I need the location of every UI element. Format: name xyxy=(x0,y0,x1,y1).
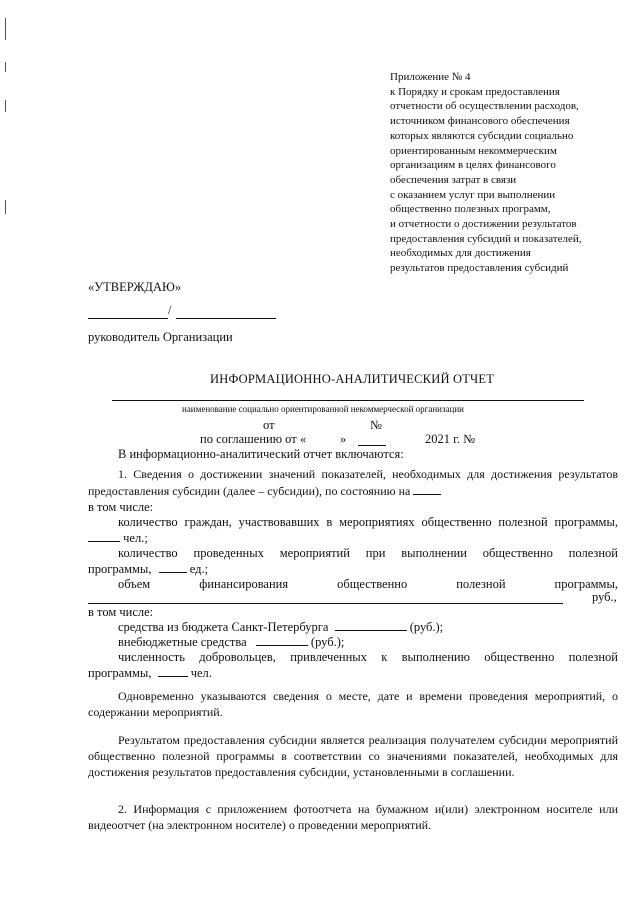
annex-line: к Порядку и срокам предоставления xyxy=(390,85,560,98)
agreement-quote-close: » xyxy=(340,432,347,446)
volunteers-blank xyxy=(158,676,188,677)
events-blank xyxy=(159,572,187,573)
annex-line: отчетности об осуществлении расходов, xyxy=(390,100,579,113)
annex-line: обеспечения затрат в связи xyxy=(390,173,517,186)
date-blank xyxy=(413,494,441,495)
report-title: ИНФОРМАЦИОННО-АНАЛИТИЧЕСКИЙ ОТЧЕТ xyxy=(210,372,495,386)
participants-cont: чел.; xyxy=(88,531,148,546)
section2-paragraph: 2. Информация с приложением фотоотчета на бумажном и(или) электронном носителе или видеоотчет (на электронном носителе) о проведении мероприятий. xyxy=(88,802,618,832)
extra-blank xyxy=(256,645,308,646)
including-label-2: в том числе: xyxy=(88,605,154,619)
annex-line: результатов предоставления субсидий xyxy=(390,262,569,275)
annex-line: с оказанием услуг при выполнении xyxy=(390,188,556,201)
volume-blank xyxy=(88,603,563,604)
includes-line: В информационно-аналитический отчет включаются: xyxy=(118,447,404,461)
volume-word: полезной xyxy=(456,577,506,591)
agreement-month-blank xyxy=(358,445,386,446)
budget-line: средства из бюджета Санкт-Петербурга (руб.); xyxy=(118,620,444,634)
events-line: количество проведенных мероприятий при выполнении общественно полезной xyxy=(118,546,618,560)
signature-line-left xyxy=(88,318,168,319)
participants-blank xyxy=(88,541,120,542)
extra-line: внебюджетные средства (руб.); xyxy=(118,635,345,649)
simultaneous-paragraph: Одновременно указываются сведения о месте, дате и времени проведения мероприятий, о содержании мероприятий. xyxy=(88,689,618,719)
scan-edge-mark xyxy=(5,18,6,40)
volume-unit: руб., xyxy=(592,590,617,604)
signature-line-right xyxy=(176,318,276,319)
volume-word: программы, xyxy=(554,577,618,591)
result-paragraph: Результатом предоставления субсидии является реализация получателем субсидии мероприятий общественно полезной программы в соответствии со значениями показателей, необходимых для достижения результатов предоставления субсидии, установленными в соглашении. xyxy=(88,733,618,779)
scan-edge-mark xyxy=(5,62,6,72)
including-label-1: в том числе: xyxy=(88,500,154,514)
signature-separator: / xyxy=(168,303,172,317)
volume-word: объем xyxy=(118,577,151,591)
annex-block xyxy=(390,70,582,276)
volunteers-line: численность добровольцев, привлеченных к выполнению общественно полезной xyxy=(118,650,618,664)
volume-word: финансирования xyxy=(199,577,289,591)
annex-title: Приложение № 4 xyxy=(390,71,471,83)
scan-edge-mark xyxy=(5,100,6,112)
org-name-line xyxy=(112,400,584,401)
annex-line: источником финансового обеспечения xyxy=(390,115,570,128)
scan-edge-mark xyxy=(5,200,6,214)
annex-line: ориентированным некоммерческим xyxy=(390,144,557,157)
volume-word: общественно xyxy=(337,577,408,591)
org-caption: наименование социально ориентированной некоммерческой организации xyxy=(182,404,464,414)
volume-line xyxy=(118,577,618,592)
budget-blank xyxy=(335,630,407,631)
events-cont: программы, ед.; xyxy=(88,562,209,576)
agreement-prefix: по соглашению от « xyxy=(200,432,307,446)
annex-line: которых являются субсидии социально xyxy=(390,129,574,142)
approve-label: «УТВЕРЖДАЮ» xyxy=(88,280,182,294)
volunteers-cont: программы, чел. xyxy=(88,666,212,680)
annex-line: общественно полезных программ, xyxy=(390,203,551,216)
agreement-year: 2021 г. № xyxy=(425,432,476,446)
annex-lines xyxy=(390,85,582,276)
annex-line: необходимых для достижения xyxy=(390,247,531,260)
annex-line: организациям в целях финансового xyxy=(390,159,556,172)
role-label: руководитель Организации xyxy=(88,330,233,344)
participants-line: количество граждан, участвовавших в мероприятиях общественно полезной программы, xyxy=(118,515,618,529)
section1-intro: 1. Сведения о достижении значений показателей, необходимых для достижения результатов предоставления субсидии (далее – субсидии), по состоянию на xyxy=(88,467,618,498)
annex-line: предоставления субсидий и показателей, xyxy=(390,232,582,245)
number-label: № xyxy=(370,418,382,432)
from-label: от xyxy=(263,418,275,432)
annex-line: и отчетности о достижении результатов xyxy=(390,218,577,231)
